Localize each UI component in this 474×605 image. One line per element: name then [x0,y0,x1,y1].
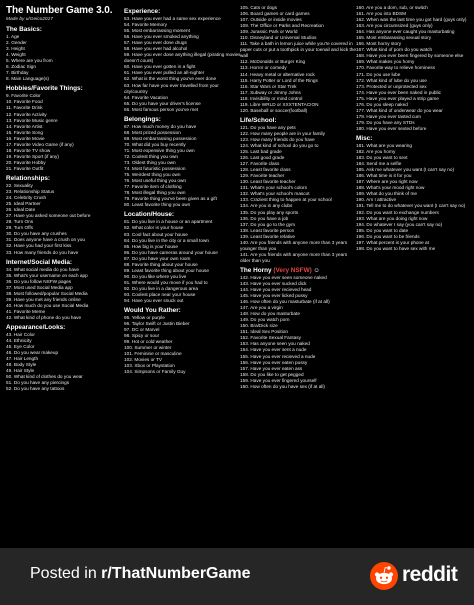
question-item: 102. Movies or TV [124,357,162,363]
question-item: 23. Relationship Status [6,189,55,195]
question-item: 172. What kind of lube do you use [356,77,427,83]
question-item: 75. Weirdest thing you own [124,172,181,178]
question-item: 110. Disneyland or Universal Studios [240,35,317,41]
question-item: 21. Favorite Outfit [6,165,44,171]
question-item: 180. Have you ever sexted before [356,125,427,131]
question-item: 186. What time is it for you [356,173,412,179]
question-item: 118. Invisibility or mind control [240,95,303,101]
section-heading [6,26,124,34]
made-by-credit: Made by u/Geico2017 [6,17,53,22]
question-item: 15. Favorite Song [6,129,44,135]
question-item: 111. Take a bath in lemon juice while you're covered in paper cuts or put a toothpick in your toenail and kick the wall [240,41,356,59]
question-item: 41. Favorite Meme [6,308,46,314]
question-item: 191. Tell me to do whatever you want (I can't say no) [356,203,466,209]
question-item: 177. What kind of underwear do you wear [356,107,443,113]
question-item: 87. Do you have your own room [124,255,191,261]
column-1 [6,5,124,392]
question-item: 165. Most embarassing sexual story [356,35,432,41]
question-item: 1. Age [6,34,20,39]
question-item: 189. What do you think of me [356,191,417,197]
question-item: 154. Have you ever sent a nude [240,347,307,353]
question-item: 7. Birthday [6,70,29,76]
question-item: 148. How do you masturbate [240,311,300,317]
nsfw-warning: (Very NSFW) [273,266,312,274]
reddit-wordmark: reddit [402,563,458,586]
question-item: 6. Zodiac Sign [6,64,36,70]
question-item: 143. Have you ever sucked dick [240,280,307,286]
question-item: 108. The Office or Parks and Recreation [240,23,324,29]
question-item: 31. Does anyone have a crush on you [6,237,85,243]
question-item: 106. Board games or card games [240,11,310,17]
question-item: 123. How many friends do you have [240,136,315,142]
section-heading-text: Experience: [124,8,161,15]
question-item: 99. Hot or cold weather [124,339,173,345]
question-item: 79. Favorite thing you've been given as a gift [124,196,217,202]
section-heading-text: Appearance/Looks: [6,323,66,331]
question-item: 83. Cool fact about your house [124,231,188,237]
question-item: 4. Weight [6,52,26,58]
question-item: 126. Last good grade [240,155,285,161]
question-item: 131. What's your school's colors [240,185,307,191]
section-heading [240,117,358,125]
question-item: 151. Ideal Sex Position [240,329,288,335]
question-item: 14. Favorite Artist [6,123,43,129]
question-item: 116. Star Wars or Star Trek [240,83,297,89]
question-item: 168. Have you ever been fingered by someone else [356,53,464,59]
question-item: 53. Have you ever had a same sex experience [124,16,221,21]
question-item: 96. Taylor Swift or Justin Bieber [124,321,190,327]
question-item: 91. Where would you move if you had to [124,279,208,285]
question-item: 147. Are you a virgin [240,305,283,311]
question-item: 35. What's your username on each app [6,272,88,278]
question-item: 133. Craziest thing to happen at your school [240,197,332,203]
question-item: 112. McDonalds or Burger King [240,59,306,65]
question-item: 30. Do you have any crushes [6,231,67,237]
question-item: 146. How often do you masturbate (if at all) [240,299,330,305]
question-item: 5. Where are you from [6,58,53,64]
question-item: 195. Do you want to date [356,227,409,233]
question-item: 76. Most useful thing you own [124,178,187,184]
question-item: 78. Most illegal thing you own [124,190,186,196]
question-item: 20. Favorite Hobby [6,159,46,165]
sheet-title: The Number Game 3.0. [6,5,113,16]
question-item: 50. What kind of clothes do you wear [6,374,83,380]
section-heading-text: Internet/Social Media: [6,258,73,266]
question-item: 104. Simpsons or Family Guy [124,369,186,375]
question-item: 161. Are you into BDSM [356,11,407,17]
question-item: 84. Do you live in the city or a small town [124,237,209,243]
question-item: 190. Am I attractive [356,197,397,203]
question-item: 197. What percent is your phone at [356,239,429,245]
question-item: 178. Have you ever tasted cum [356,113,421,119]
question-item: 152. Favorite Sexual Fantasy [240,335,301,341]
question-item: 43. Hair Color [6,331,35,337]
question-item: 183. Do you want to sext [356,155,408,161]
question-item: 115. Harry Potter or Lord of the Rings [240,77,318,83]
section-heading [124,307,242,315]
question-item: 39. Have you met any friends online [6,296,81,302]
question-item: 37. Most used Social Media app [6,284,73,290]
question-item: 156. Have you ever eaten pussy [240,359,308,365]
question-item: 121. Do you have any pets [240,124,296,130]
question-item: 135. Do you play any sports [240,209,299,215]
posted-in-text[interactable] [30,563,251,585]
question-item: 82. What color is your house [124,225,184,231]
question-item: 160. Are you a dom, sub, or switch [356,5,428,10]
question-item: 166. Most horny story [356,41,402,47]
question-item: 81. Do you live in a house or an apartment [124,219,213,225]
question-item: 105. Cats or dogs [240,5,278,10]
section-heading-text: Would You Rather: [124,307,181,315]
question-item: 60. Have you ever gotten in a fight [124,64,196,70]
question-item: 120. Baseball or soccer(football) [240,107,308,113]
question-item: 167. What kind of porn do you watch [356,47,433,53]
question-item: 132. What's your school's mascot [240,191,310,197]
section-heading [6,259,124,267]
subreddit-name[interactable]: r/ThatNumberGame [101,565,251,582]
question-item: 47. Hair Length [6,356,39,362]
question-item: 101. Feminine or masculine [124,351,182,357]
question-item: 187. Where are you right now [356,179,418,185]
question-item: 198. Do you want to have sex with me [356,245,436,251]
section-heading [124,116,242,124]
question-item: 36. Do you follow NSFW pages [6,278,72,284]
section-heading-text: Misc: [356,134,373,142]
question-item: 61. Have you ever pulled an all-nighter [124,70,205,76]
question-item: 19. Favorite Sport (if any) [6,153,59,159]
reddit-footer-bar[interactable] [0,548,474,605]
question-item: 169. What makes you horny [356,59,415,65]
question-item: 138. Least favorite person [240,227,295,233]
section-heading [356,135,472,143]
section-heading [124,211,242,219]
question-item: 72. Coolest thing you own [124,153,178,159]
column-4 [356,5,472,252]
question-item: 51. Do you have any piercings [6,380,70,386]
question-item: 89. Least favorite thing about your house [124,267,209,273]
question-item: 57. Have you ever done drugs [124,40,187,46]
question-item: 107. Outside or inside movies [240,17,302,23]
question-item: 68. Most prized possession [124,129,181,135]
question-item: 140. Are you friends with anyone more than 3 years younger than you [240,239,348,251]
question-item: 114. Heavy metal or alternative rock [240,71,315,77]
question-item: 90. Do you like where you live [124,273,187,279]
question-item: 22. Sexuality [6,182,33,188]
question-item: 46. Do you wear makeup [6,350,59,356]
question-item: 136. Do you have a job [240,215,289,221]
question-item: 77. Favorite item of clothing [124,184,182,190]
question-item: 54. Favorite Memory [124,22,167,28]
question-item: 175. Have you ever played a strip game [356,95,439,101]
question-item: 10. Favorite Food [6,99,43,105]
question-item: 159. Have you ever fingered yourself [240,377,317,383]
question-item: 173. Protected or unprotected sex [356,83,427,89]
question-item: 74. Most futuristic possession [124,166,186,172]
question-item: 29. Turn Offs [6,225,34,231]
section-heading [6,85,124,93]
question-item: 158. Do you like to get pegged [240,371,304,377]
question-item: 38. Most followed/popular Social Media [6,290,88,296]
question-item: 128. Least favorite class [240,167,291,173]
posted-in-label: Posted in [30,565,102,582]
question-item: 93. Coolest place near your house [124,291,196,297]
question-item: 95. Yellow or purple [124,315,165,321]
question-item: 144. Have you ever recieved head [240,287,312,293]
question-item: 17. Favorite Video Game (if any) [6,141,74,147]
question-item: 185. Ask me whatever you want (I can't say no) [356,167,455,173]
question-item: 142. Have you ever seen someone naked [240,274,327,280]
section-heading [6,175,124,183]
question-item: 113. Horror or comedy [240,65,287,71]
question-item: 109. Jurassic Park or World [240,29,298,35]
section-heading-text: Hobbies/Favorite Things: [6,85,83,93]
question-item: 179. Do you have any STDs [356,119,415,125]
question-item: 170. Favorite way to relieve horniness [356,65,435,71]
question-item: 67. How much money do you have [124,123,197,129]
question-item: 103. Xbox or Playstation [124,363,175,369]
question-item: 184. Send me a selfie [356,161,402,167]
question-item: 188. What's your mood right now [356,185,425,191]
question-item: 24. Celebrity Crush [6,195,47,201]
question-item: 155. Have you ever recieved a nude [240,353,316,359]
question-item: 145. Have you ever licked pussy [240,293,308,299]
question-item: 34. What social media do you have [6,266,79,272]
question-item: 98. Spicy or sour [124,333,160,339]
section-heading [240,267,358,275]
question-item: 59. Have you ever done anything illegal (pirating movies doesn't count) [124,52,241,64]
question-item: 71. Most expensive thing you own [124,147,195,153]
question-item: 69. Most embarrassing possession [124,135,197,141]
question-item: 141. Are you friends with anyone more than 3 years older than you [240,251,348,263]
question-item: 28. Turn Ons [6,219,34,225]
question-item: 85. How big is your house [124,243,178,249]
question-item: 13. Favorite Music genre [6,117,58,123]
question-item: 27. Have you asked someone out before [6,213,91,219]
question-item: 73. Oldest thing you own [124,160,176,166]
question-item: 40. How much do you use Social Media [6,302,89,308]
question-item: 9. Favorite Color [6,93,41,99]
question-item: 134. Are you in any clubs [240,203,293,209]
question-item: 66. Most famous person you've met [124,106,199,112]
question-item: 157. Have you ever eaten ass [240,365,303,371]
smiley-icon: ☺ [311,266,321,274]
section-heading-text: The Horny [240,266,274,274]
question-item: 92. Do you live in a dangerous area [124,285,199,291]
question-item: 139. Least favorite relative [240,233,295,239]
question-item: 174. Have you ever been naked in public [356,89,441,95]
question-item: 149. Do you watch porn [240,317,290,323]
section-heading-text: Relationships: [6,174,51,182]
question-item: 62. What is the worst thing you've ever done [124,76,217,82]
question-item: 100. Summer or winter [124,345,172,351]
column-2 [124,5,242,376]
question-item: 8. Main Language(s) [6,76,49,82]
question-item: 181. What are you wearing [356,142,413,148]
question-item: 11. Favorite Drink [6,105,43,111]
section-heading-text: Belongings: [124,115,161,123]
question-item: 63. How far have you ever travelled from your city/country [124,82,219,94]
question-item: 192. Do you want to exchange numbers [356,209,439,215]
question-item: 64. Favorite Vacation [124,94,168,100]
question-item: 124. What kind of school do you go to [240,142,319,148]
question-item: 94. Have you ever snuck out [124,298,184,304]
section-heading [6,324,124,332]
column-3 [240,5,358,390]
question-item: 58. Have you ever had alcohol [124,46,188,52]
question-item: 65. Do you have your driver's license [124,100,201,106]
question-item: 137. Do you go to the gym [240,221,295,227]
question-item: 86. Do you have cameras around your house [124,249,218,255]
reddit-logo-icon[interactable] [370,562,398,590]
question-item: 42. What kind of phone do you have [6,314,82,320]
question-item: 52. Do you have any tattoos [6,386,65,392]
section-heading-text: The Basics: [6,26,42,33]
question-item: 16. Favorite Movie [6,135,45,141]
question-item: 56. Have you ever smoked anything [124,34,199,40]
question-item: 97. DC or Marvel [124,327,160,333]
question-item: 18. Favorite TV show [6,147,51,153]
question-item: 127. Favorite class [240,161,280,167]
question-item: 153. Has anyone seen you naked [240,341,310,347]
question-item: 176. Do you sleep naked [356,101,408,107]
question-item: 48. Body Style [6,362,37,368]
question-item: 3. Height [6,46,25,52]
question-item: 25. Ideal Partner [6,201,41,207]
question-item: 117. Subway or Jimmy Johns [240,89,301,95]
question-item: 193. What are you doing right now [356,215,428,221]
question-item: 129. Favorite teacher [240,173,285,179]
question-item: 12. Favorite Activity [6,111,47,117]
question-item: 32. Have you had your first kiss [6,243,72,249]
question-item: 33. How many friends do you have [6,249,79,255]
question-item: 163. Are you circumsized (guys only) [356,23,433,29]
question-item: 88. Favorite thing about your house [124,261,198,267]
question-item: 164. Has anyone ever caught you masturbating [356,29,455,35]
question-item: 130. Least favorite teacher [240,179,296,185]
question-item: 122. How many people are in your family [240,130,325,136]
question-item: 196. Do you want to be friends [356,233,420,239]
question-item: 45. Eye Color [6,344,35,350]
question-item: 49. Hair Style [6,368,35,374]
question-item: 162. When was the last time you got hard (guys only) [356,17,467,23]
question-item: 171. Do you use lube [356,71,401,77]
question-item: 160. How often do you have sex (if at all) [240,383,325,389]
section-heading-text: Location/House: [124,211,175,219]
question-item: 119. Libre WRLD or XXXTENTACION [240,101,319,107]
question-item: 182. Are you horny [356,149,396,155]
question-item: 150. Bra/Dick size [240,323,278,329]
question-item: 194. Do whatever I say (you can't say no) [356,221,443,227]
section-heading [124,8,242,16]
question-item: 70. What did you buy recently [124,141,186,147]
question-item: 26. Ideal Date [6,207,36,213]
section-heading-text: Life/School: [240,116,277,124]
question-item: 80. Least favorite thing you own [124,202,191,208]
question-item: 55. Most embarrassing moment [124,28,190,34]
question-item: 125. Last bad grade [240,149,282,155]
question-item: 2. Gender [6,40,27,46]
question-item: 44. Ethnicity [6,338,32,344]
